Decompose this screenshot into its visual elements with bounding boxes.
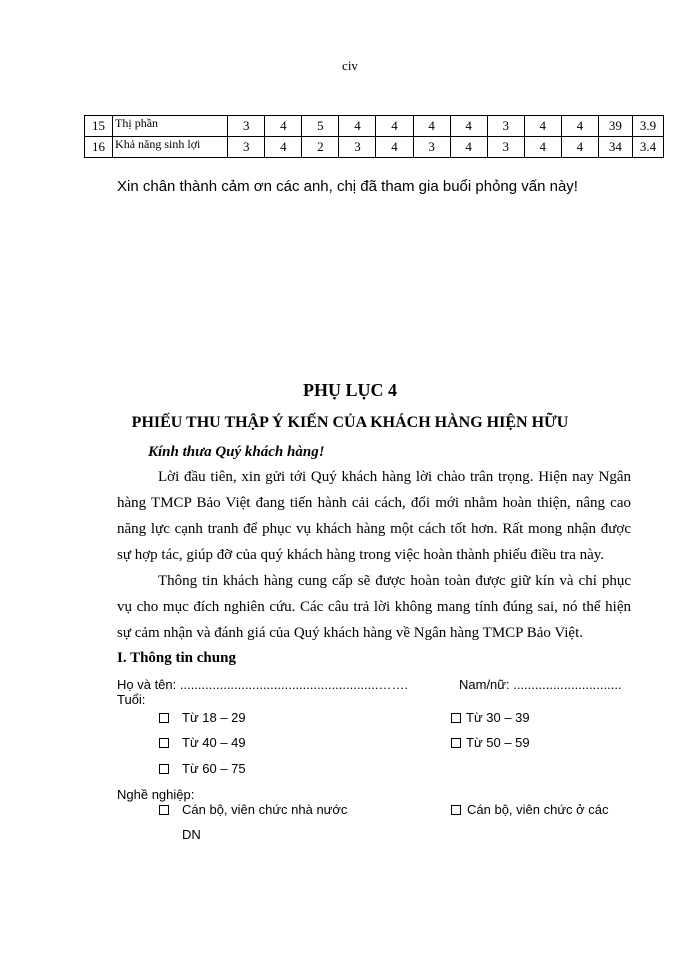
- job-option-state[interactable]: [159, 802, 347, 817]
- job-option-label: Cán bộ, viên chức ở các: [467, 802, 609, 817]
- age-option-18-29[interactable]: [159, 710, 246, 725]
- job-option-label: Cán bộ, viên chức nhà nước: [182, 802, 348, 817]
- name-field[interactable]: Họ và tên: .......................................................…….: [117, 677, 409, 692]
- appendix-title: PHỤ LỤC 4: [303, 380, 397, 400]
- score-cell: 4: [265, 116, 302, 137]
- appendix-subtitle: PHIẾU THU THẬP Ý KIẾN CỦA KHÁCH HÀNG HIỆN HỮU: [131, 414, 569, 431]
- row-number: 16: [85, 137, 113, 158]
- age-option-50-59[interactable]: [451, 735, 530, 750]
- job-label: Nghề nghiệp:: [117, 787, 195, 802]
- checkbox-icon[interactable]: [159, 805, 169, 815]
- score-cell: 3: [339, 137, 376, 158]
- total-cell: 39: [598, 116, 632, 137]
- checkbox-icon[interactable]: [451, 805, 461, 815]
- checkbox-icon[interactable]: [451, 713, 461, 723]
- total-cell: 34: [598, 137, 632, 158]
- table-row: [85, 116, 664, 137]
- score-cell: 4: [524, 116, 561, 137]
- job-option-enterprise[interactable]: [451, 802, 609, 817]
- score-cell: 3: [228, 137, 265, 158]
- age-label: Tuổi:: [117, 692, 146, 707]
- age-option-label: Từ 40 – 49: [182, 735, 246, 750]
- page-number: civ: [342, 58, 358, 73]
- score-cell: 4: [450, 137, 487, 158]
- checkbox-icon[interactable]: [159, 738, 169, 748]
- checkbox-icon[interactable]: [451, 738, 461, 748]
- score-cell: 4: [413, 116, 450, 137]
- checkbox-icon[interactable]: [159, 713, 169, 723]
- row-number: 15: [85, 116, 113, 137]
- age-option-40-49[interactable]: [159, 735, 246, 750]
- score-cell: 5: [302, 116, 339, 137]
- job-option-label: DN: [182, 827, 201, 842]
- thanks-note: Xin chân thành cảm ơn các anh, chị đã tham gia buổi phỏng vấn này!: [117, 178, 578, 195]
- age-option-30-39[interactable]: [451, 710, 530, 725]
- greeting: Kính thưa Quý khách hàng!: [148, 444, 325, 460]
- score-cell: 4: [376, 137, 413, 158]
- score-cell: 3: [228, 116, 265, 137]
- checkbox-icon[interactable]: [159, 764, 169, 774]
- age-option-label: Từ 30 – 39: [466, 710, 530, 725]
- gender-field[interactable]: Nam/nữ: ..............................: [459, 677, 622, 692]
- intro-paragraph: Lời đầu tiên, xin gửi tới Quý khách hàng lời chào trân trọng. Hiện nay Ngân hàng TMCP Bảo Việt đang tiến hành cải cách, đổi mới nhằm hoàn thiện, nâng cao năng lực cạnh tranh để phục vụ khách hàng một cách tốt hơn. Rất mong nhận được sự hợp tác, giúp đỡ của quý khách hàng trong việc hoàn thành phiếu điều tra này.: [117, 469, 631, 563]
- average-cell: 3.4: [632, 137, 663, 158]
- scores-table: [84, 115, 664, 158]
- score-cell: 4: [524, 137, 561, 158]
- score-cell: 4: [450, 116, 487, 137]
- score-cell: 4: [561, 137, 598, 158]
- score-cell: 4: [561, 116, 598, 137]
- age-option-label: Từ 50 – 59: [466, 735, 530, 750]
- privacy-paragraph: Thông tin khách hàng cung cấp sẽ được hoàn toàn được giữ kín và chỉ phục vụ cho mục đích nghiên cứu. Các câu trả lời không mang tính đúng sai, nó thể hiện sự cảm nhận và đánh giá của Quý khách hàng về Ngân hàng TMCP Bảo Việt.: [117, 573, 631, 641]
- average-cell: 3.9: [632, 116, 663, 137]
- score-cell: 4: [376, 116, 413, 137]
- age-option-label: Từ 18 – 29: [182, 710, 246, 725]
- score-cell: 4: [339, 116, 376, 137]
- score-cell: 3: [413, 137, 450, 158]
- criterion-cell: Thị phần: [113, 116, 228, 137]
- score-cell: 4: [265, 137, 302, 158]
- age-option-label: Từ 60 – 75: [182, 761, 246, 776]
- table-row: [85, 137, 664, 158]
- score-cell: 3: [487, 137, 524, 158]
- score-cell: 3: [487, 116, 524, 137]
- age-option-60-75[interactable]: [159, 761, 246, 776]
- score-cell: 2: [302, 137, 339, 158]
- criterion-cell: Khả năng sinh lợi: [113, 137, 228, 158]
- section-title: I. Thông tin chung: [117, 650, 236, 666]
